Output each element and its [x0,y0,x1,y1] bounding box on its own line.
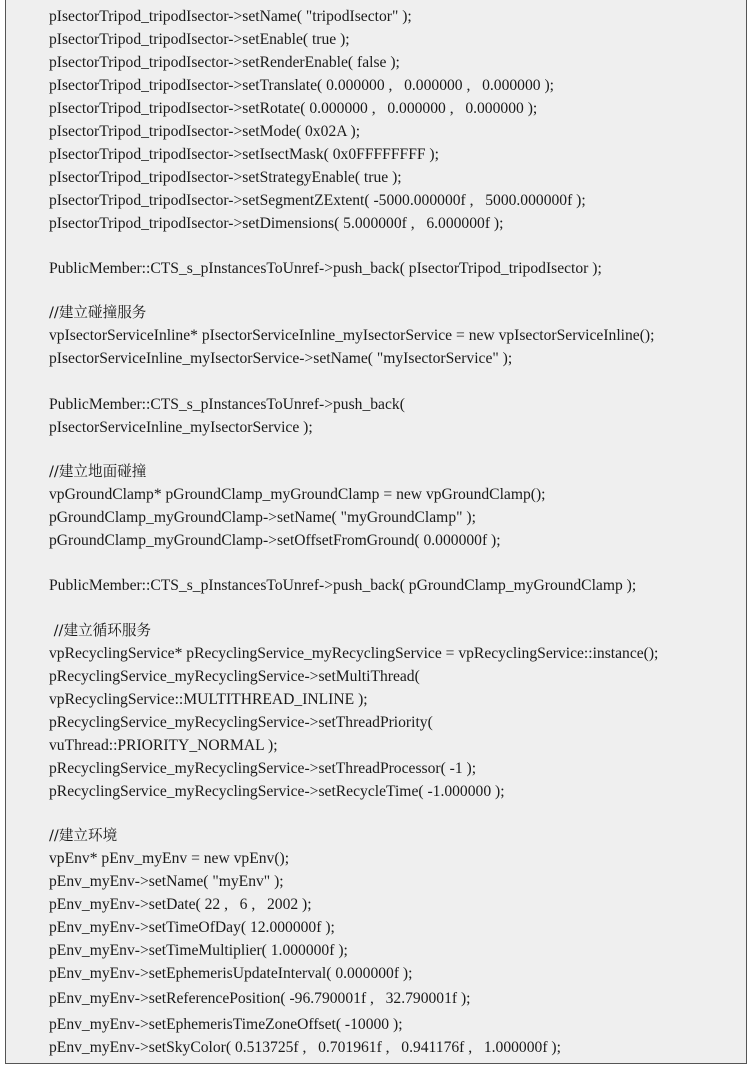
code-line: pEnv_myEnv->setReferencePosition( -96.790001f , 32.790001f ); [49,990,471,1007]
code-line: pIsectorTripod_tripodIsector->setIsectMask( 0x0FFFFFFFF ); [49,146,439,163]
code-line: pEnv_myEnv->setName( "myEnv" ); [49,873,284,890]
code-line: vpRecyclingService* pRecyclingService_myRecyclingService = vpRecyclingService::instance(); [49,645,659,662]
code-line: pIsectorTripod_tripodIsector->setTranslate( 0.000000 , 0.000000 , 0.000000 ); [49,77,554,94]
code-line: pIsectorTripod_tripodIsector->setSegmentZExtent( -5000.000000f , 5000.000000f ); [49,192,586,209]
code-line: pIsectorServiceInline_myIsectorService ); [49,419,313,436]
code-line: PublicMember::CTS_s_pInstancesToUnref->push_back( pGroundClamp_myGroundClamp ); [49,577,637,594]
code-line: pIsectorTripod_tripodIsector->setDimensions( 5.000000f , 6.000000f ); [49,215,504,232]
code-line: vpEnv* pEnv_myEnv = new vpEnv(); [49,850,290,867]
code-line: vpGroundClamp* pGroundClamp_myGroundClamp = new vpGroundClamp(); [49,486,546,503]
code-comment: //建立循环服务 [49,622,152,639]
code-line: pRecyclingService_myRecyclingService->setThreadProcessor( -1 ); [49,760,477,777]
code-line: pEnv_myEnv->setSkyColor( 0.513725f , 0.701961f , 0.941176f , 1.000000f ); [49,1039,561,1056]
code-line: pIsectorTripod_tripodIsector->setName( "tripodIsector" ); [49,8,412,25]
code-line: pEnv_myEnv->setEphemerisUpdateInterval( 0.000000f ); [49,965,413,982]
code-line: PublicMember::CTS_s_pInstancesToUnref->push_back( pIsectorTripod_tripodIsector ); [49,260,602,277]
code-line: pEnv_myEnv->setDate( 22 , 6 , 2002 ); [49,896,312,913]
code-line: pGroundClamp_myGroundClamp->setOffsetFromGround( 0.000000f ); [49,532,501,549]
code-comment: //建立地面碰撞 [49,463,147,480]
code-line: vuThread::PRIORITY_NORMAL ); [49,737,278,754]
code-line: pEnv_myEnv->setEphemerisTimeZoneOffset( -10000 ); [49,1016,403,1033]
code-line: vpIsectorServiceInline* pIsectorServiceInline_myIsectorService = new vpIsectorServiceInline(); [49,327,655,344]
code-line: pRecyclingService_myRecyclingService->setRecycleTime( -1.000000 ); [49,783,505,800]
code-comment: //建立碰撞服务 [49,304,147,321]
code-line: vpRecyclingService::MULTITHREAD_INLINE ); [49,691,368,708]
code-line: pRecyclingService_myRecyclingService->setMultiThread( [49,668,420,685]
code-line: pIsectorTripod_tripodIsector->setMode( 0x02A ); [49,123,361,140]
code-line: pIsectorTripod_tripodIsector->setRenderEnable( false ); [49,54,400,71]
code-listing [5,0,747,1064]
code-line: pGroundClamp_myGroundClamp->setName( "myGroundClamp" ); [49,509,476,526]
code-line: pRecyclingService_myRecyclingService->setThreadPriority( [49,714,433,731]
code-line: pIsectorTripod_tripodIsector->setEnable( true ); [49,31,350,48]
code-line: pEnv_myEnv->setTimeMultiplier( 1.000000f ); [49,942,348,959]
code-comment: //建立环境 [49,827,118,844]
code-line: pIsectorTripod_tripodIsector->setRotate( 0.000000 , 0.000000 , 0.000000 ); [49,100,538,117]
code-line: PublicMember::CTS_s_pInstancesToUnref->push_back( [49,396,405,413]
code-line: pIsectorTripod_tripodIsector->setStrategyEnable( true ); [49,169,402,186]
code-line: pIsectorServiceInline_myIsectorService->setName( "myIsectorService" ); [49,350,513,367]
code-line: pEnv_myEnv->setTimeOfDay( 12.000000f ); [49,919,335,936]
